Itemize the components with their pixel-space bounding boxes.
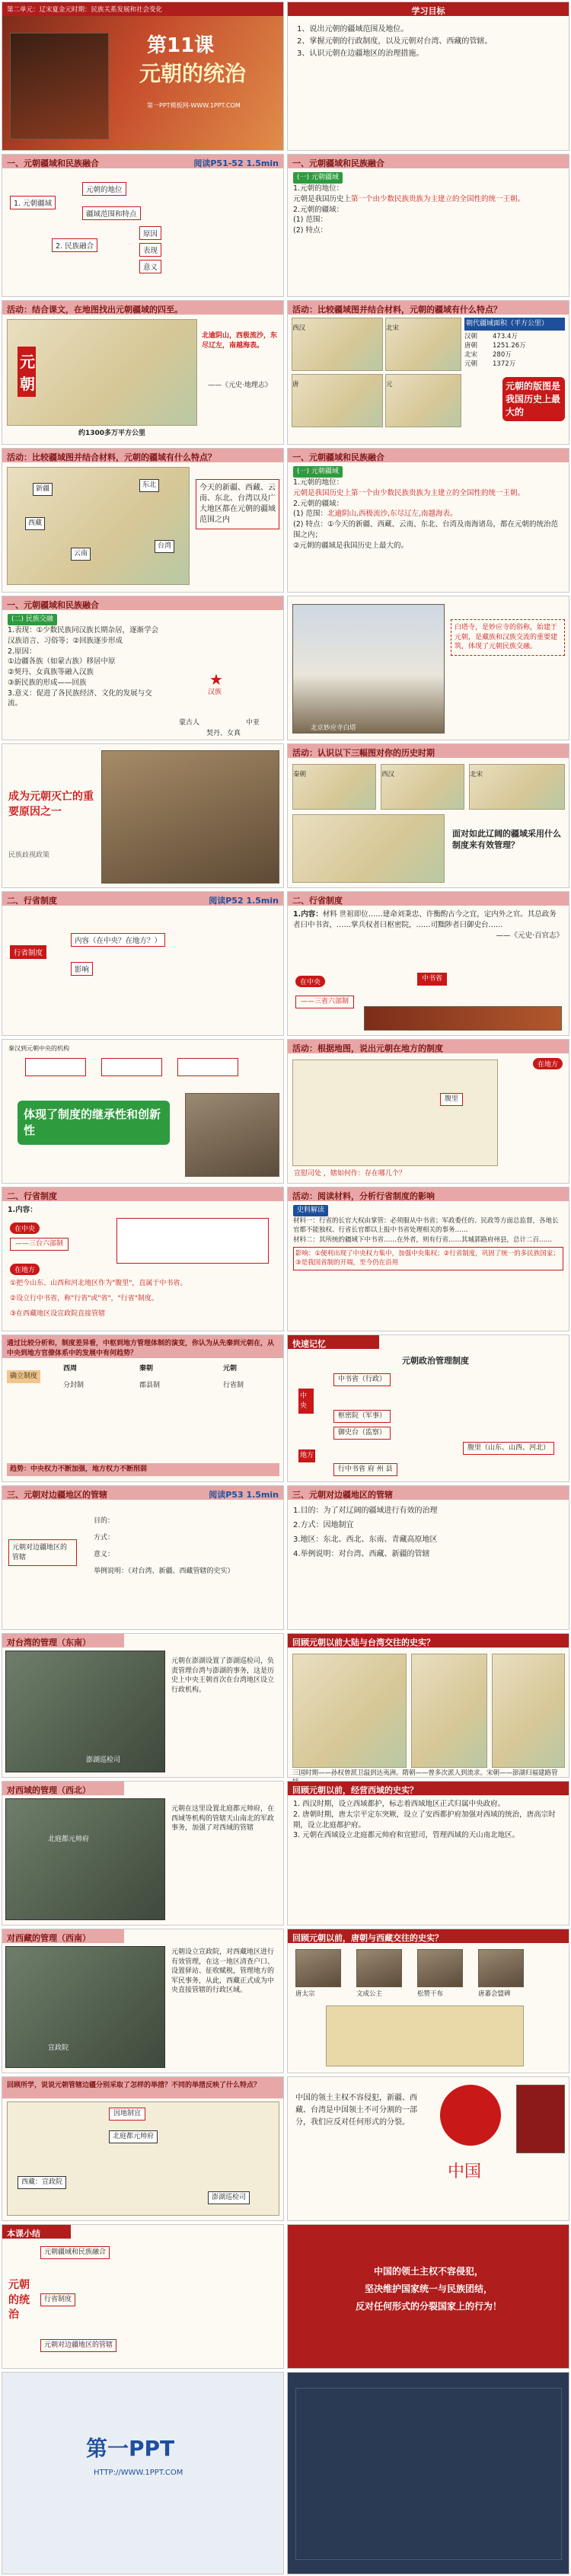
slide-frontier-summary[interactable]	[2, 2076, 284, 2221]
para: ②元朝的疆域是我国历史上最大的。	[293, 541, 409, 550]
outline-item: 目的：	[94, 1517, 115, 1525]
label: 唐蕃会盟碑	[478, 1990, 511, 1998]
table-title: 朝代疆域面积（平方公里）	[464, 318, 565, 331]
footer-panel	[295, 2388, 562, 2560]
map-3	[492, 1654, 565, 1768]
outline-node: 表现	[139, 243, 161, 257]
star-icon: ★	[209, 670, 223, 689]
map-label: 北庭都元帅府	[109, 2130, 158, 2143]
slide-header: 一、元朝疆域和民族融合	[2, 596, 283, 610]
emblem	[440, 2085, 501, 2146]
taiwan-map	[5, 1651, 165, 1772]
para: 1.表现：①少数民族同汉族长期杂居，逐渐学会汉族语言、习俗等；②回族逐步形成	[8, 626, 159, 645]
center-label: 因地制宜	[109, 2108, 145, 2121]
map-xihan: 西汉	[381, 764, 464, 810]
region-note: 今天的新疆、西藏、云南、东北、台湾以及广大地区都在元朝的疆域范围之内	[196, 479, 279, 529]
tag-local: 在地方	[10, 1264, 40, 1275]
map-1	[292, 1654, 407, 1768]
para: 1.内容：	[8, 1206, 37, 1214]
slide-header: 本课小结	[2, 2225, 71, 2239]
portrait	[185, 1093, 279, 1177]
slide-discrimination[interactable]	[2, 743, 284, 888]
slide-header: 三、元朝对边疆地区的管辖 阅读P53 1.5min	[2, 1486, 283, 1500]
slide-outline-2[interactable]	[2, 891, 284, 1036]
diagram-center: 汉族	[208, 689, 222, 696]
slide-header: 对西藏的管理（西南）	[2, 1929, 124, 1943]
col-head: 秦朝	[139, 1365, 154, 1373]
org-row: 行中书省 府 州 县	[333, 1463, 397, 1476]
summary-branch: 元朝对边疆地区的管辖	[40, 2339, 116, 2352]
xiyu-map	[5, 1798, 165, 1920]
slide-influence[interactable]	[287, 1187, 569, 1331]
outline-root: 行省制度	[10, 945, 46, 959]
slide-central-system[interactable]	[287, 891, 569, 1036]
slide-header: 活动：比较疆域图并结合材料，元朝的疆域有什么特点？	[288, 301, 569, 315]
outline-node: 原因	[139, 226, 161, 240]
summary-root: 元朝的统治	[8, 2279, 30, 2322]
point-b: ②设立行中书省，称"行省"或"省"，"行省"制度。	[10, 1295, 158, 1302]
slide-header: 一、元朝疆域和民族融合 阅读P51-52 1.5min	[2, 155, 283, 168]
slide-header: 活动：比较疆域图并结合材料，元朝的疆域有什么特点？	[2, 449, 283, 462]
slide-goals[interactable]	[287, 2, 569, 151]
outline-node: 疆域范围和特点	[82, 206, 141, 220]
point-c: ③在西藏地区设宣政院直接管辖	[10, 1310, 106, 1318]
para: 2. 唐朝时期，唐太宗平定东突厥，设立了安西都护府加强对西域的统治，唐高宗时期，设立北庭都护府。	[293, 1810, 556, 1830]
pagoda-photo	[292, 604, 445, 733]
map-han: 西汉	[292, 318, 383, 371]
portrait	[417, 1949, 463, 1987]
quote: 北逾阴山，西极流沙，东尽辽左，南越海表。	[202, 332, 278, 350]
fuli-box: 腹里（山东、山西、河北）	[463, 1442, 554, 1455]
tag-central: 在中央	[10, 1222, 40, 1234]
slide-territory-answer[interactable]	[287, 448, 569, 593]
lesson-number: 第11课	[147, 34, 215, 57]
org-row: 中书省（行政）	[333, 1373, 391, 1386]
slide-taiwan-history[interactable]	[287, 1633, 569, 1778]
slide-three-maps[interactable]	[287, 743, 569, 888]
diagram-bottom: 契丹、女真	[206, 730, 241, 737]
map-yuan: 元	[385, 374, 461, 427]
slide-local-map[interactable]	[287, 1039, 569, 1184]
slide-summary[interactable]	[2, 2224, 284, 2369]
map-label: 东北	[139, 479, 159, 492]
quote-source: ——《元史·地理志》	[208, 382, 272, 389]
map-label: 北庭都元帅府	[48, 1836, 90, 1843]
label: 唐太宗	[295, 1990, 315, 1998]
slide-frontier-answer[interactable]	[287, 1485, 569, 1630]
slide-xiyu[interactable]	[2, 1781, 284, 1926]
goal-3: 3、认识元朝在边疆地区的治理措施。	[297, 50, 424, 58]
slide-territory[interactable]	[287, 154, 569, 297]
slide-tibet[interactable]	[2, 1929, 284, 2073]
question: 宣慰司处 ，辖如何作：存在哪几个？	[294, 1170, 406, 1178]
conclusion-note: 元朝的版图是我国历史上最大的	[502, 377, 565, 421]
slide-memory[interactable]	[287, 1334, 569, 1482]
outline-node: 影响	[71, 962, 93, 976]
slide-comparison[interactable]	[2, 1334, 284, 1482]
slide-header: 二、行省制度 阅读P52 1.5min	[2, 892, 283, 906]
map-tang: 唐	[292, 374, 383, 427]
cell: 行省制	[223, 1382, 244, 1389]
answer-item: 3.地区：东北、西北、东南、青藏高原地区	[293, 1536, 438, 1544]
para: ②契丹、女真族等融入汉族	[8, 668, 94, 677]
para: 1.元朝的地位：	[293, 184, 344, 193]
section-tag: (一) 元朝疆域	[293, 466, 343, 478]
slide-footer[interactable]	[287, 2372, 569, 2574]
para: 2.原因：	[8, 647, 37, 656]
fuli-label: 腹里	[440, 1093, 463, 1106]
tag-central: 在中央	[295, 976, 325, 987]
org-box	[101, 1058, 162, 1076]
slide-header: 回顾元朝以前，经营西域的史实？	[288, 1782, 569, 1795]
slide-header: 活动：认识以下三幅图对你的历史时期	[288, 744, 569, 758]
slide-ethnic[interactable]	[2, 596, 284, 740]
outline-node: 意义	[139, 260, 161, 273]
slide-closing[interactable]	[287, 2224, 569, 2369]
summary-branch: 行省制度	[40, 2293, 75, 2306]
central-label: 中央	[298, 1389, 314, 1414]
col-head: 元朝	[223, 1365, 238, 1373]
outline-node: 内容（在中央？在地方？）	[71, 933, 165, 947]
yuan-label: 元朝	[18, 347, 36, 397]
para: ①边疆各族（如蒙古族）移居中原	[8, 657, 116, 666]
para: (2) 特点：①今天的新疆、西藏、云南、东北、台湾及南海诸岛，都在元朝的统治范围之内；	[293, 520, 558, 539]
province-map	[292, 1059, 498, 1166]
para: (1) 范围：	[293, 510, 327, 519]
org-chart	[116, 1218, 269, 1264]
material-2: 材料二：其所统的疆域下中书省……在外者，则有行省……其城郭路府州县，总计二百……	[293, 1235, 553, 1244]
slide-header: 回顾所学，说说元朝管辖边疆分别采取了怎样的举措？不同的举措反映了什么特点？	[2, 2077, 283, 2098]
outline-root: 元朝对边疆地区的管辖	[8, 1539, 77, 1566]
map-label: 西藏：宣政院	[18, 2176, 66, 2189]
closing-text: 中国的领土主权不容侵犯， 坚决维护国家统一与民族团结， 反对任何形式的分裂国家上的行为！	[355, 2266, 502, 2312]
caption: 三国时期——孙权曾派卫温到达夷洲。隋朝——曾多次派人到流求。宋朝——澎湖归福建路管	[292, 1769, 558, 1777]
map-yuan	[292, 814, 445, 883]
brand-logo: 第一PPT	[86, 2436, 175, 2461]
org-bar: ——三台六部制	[10, 1238, 69, 1251]
slide-header: 通过比较分析和，制度差异看，中枢到地方管理体制的演变，你认为从先秦到元朝在，从中央到地方官僚体系中的发展中有何趋势？	[2, 1335, 283, 1358]
stele-photo	[478, 1949, 524, 1987]
slide-header: 学习目标	[288, 2, 569, 16]
goal-1: 1、说出元朝的疆域范围及地位。	[297, 25, 409, 34]
slide-tibet-history[interactable]	[287, 1929, 569, 2073]
outline-node: 2. 民族融合	[52, 238, 97, 252]
para-highlight: 第一个由少数民族贵族为主建立的全国性的统一王朝。	[351, 194, 525, 203]
slide-brand[interactable]	[2, 2372, 284, 2574]
org-box	[25, 1058, 86, 1076]
sovereignty-note: 中国的领土主权不容侵犯，新疆、西藏、台湾是中国领土不可分割的一部分，我们应反对任何形式的分裂。	[295, 2094, 417, 2127]
chart-title: 秦汉到元朝中央的机构	[8, 1045, 69, 1052]
map-2	[411, 1654, 487, 1768]
slide-map-yuan[interactable]	[2, 300, 284, 445]
area-table: 汉朝 473.4万 唐朝 1251.26万 北宋 280万 元朝 1372万	[464, 333, 526, 368]
para: 1. 西汉时期，设立西域都护，标志着西域地区正式归属中央政府。	[293, 1800, 506, 1808]
para: 2.元朝的疆域：	[293, 499, 344, 508]
summary-branch: 元朝疆域和民族融合	[40, 2246, 110, 2259]
outline-item: 举例说明：（对台湾、新疆、西藏管辖的史实）	[94, 1568, 234, 1575]
tag-local: 在地方	[533, 1058, 563, 1069]
answer-item: 1.目的：为了对辽阔的疆域进行有效的治理	[293, 1507, 438, 1515]
tibet-map	[326, 2006, 524, 2066]
outline-node: 元朝的地位	[82, 182, 126, 196]
unit-banner: 第二单元：辽宋夏金元时期：民族关系发展和社会变化	[2, 2, 283, 16]
para: 1.元朝的地位：	[293, 478, 344, 487]
org-row: 御史台（监察）	[333, 1427, 391, 1440]
portrait	[356, 1949, 402, 1987]
tibet-map	[5, 1946, 165, 2068]
diagram-left: 蒙古人	[179, 719, 200, 727]
book-cover	[516, 2085, 565, 2153]
point-a: ①把今山东、山西和河北地区作为"腹里"，直属于中书省。	[10, 1280, 187, 1287]
quote: 材料 世祖即位……建命刘秉忠、许衡酌古今之宜，定内外之官。其总政务者曰中书省，……掌兵权者曰枢密院，……司黜陟者曰御史台……	[293, 910, 557, 929]
highlight-banner: 体现了制度的继承性和创新性	[18, 1101, 170, 1145]
para: (2) 特点：	[293, 226, 327, 235]
brand-line: 第一PPT模板网-WWW.1PPT.COM	[147, 102, 241, 109]
answer-item: 2.方式：因地制宜	[293, 1521, 354, 1529]
slide-header: 一、元朝疆域和民族融合	[288, 449, 569, 462]
map-label: 宣政院	[48, 2044, 69, 2052]
section-tag: (一) 元朝疆域	[293, 172, 343, 184]
cell: 分封制	[63, 1382, 85, 1389]
slide-header: 二、行省制度	[2, 1187, 283, 1201]
para: 2.元朝的疆域：	[293, 205, 344, 214]
slide-header: 对西域的管理（西北）	[2, 1782, 124, 1795]
outline-item: 意义：	[94, 1551, 115, 1558]
slide-compare-maps[interactable]	[287, 300, 569, 445]
outline-item: 方式：	[94, 1534, 115, 1542]
slide-header: 二、行省制度	[288, 892, 569, 906]
source-tag: 史料解读	[293, 1205, 328, 1216]
map-label: 新疆	[33, 483, 53, 496]
slide-header: 快速记忆	[288, 1335, 379, 1349]
slide-taiwan[interactable]	[2, 1633, 284, 1778]
slide-innovation[interactable]	[2, 1039, 284, 1184]
label: 文成公主	[356, 1990, 383, 1998]
row-label: 确立制度	[7, 1370, 40, 1383]
para: 3. 元朝在西域设立北庭都元帅府和宣慰司，管理西域的天山南北地区。	[293, 1831, 520, 1840]
cavalry-image	[10, 33, 109, 139]
org-bar: ——三省六部制	[295, 996, 354, 1008]
para: (1) 范围：	[293, 216, 327, 225]
chart-title: 元朝政治管理制度	[402, 1356, 469, 1366]
slide-province-system[interactable]	[2, 1187, 284, 1331]
lesson-title: 元朝的统治	[139, 61, 247, 86]
slide-header: 回顾元朝以前，唐朝与西藏交往的史实？	[288, 1929, 569, 1943]
area-label: 约1300多万平方公里	[78, 430, 146, 437]
slide-outline-3[interactable]	[2, 1485, 284, 1630]
tibet-text: 元朝设立宣政院，对西藏地区进行有效管理，在这一地区清查户口、设置驿站、征收赋税，管理地方的军民事务，从此，西藏正式成为中央直接管辖的行政区域。	[171, 1948, 275, 1995]
org-root: 中书省	[417, 973, 447, 986]
slide-header: 活动：阅读材料，分析行省制度的影响	[288, 1187, 569, 1201]
para: 1.内容：	[293, 910, 323, 919]
diagram-right: 中亚	[246, 719, 260, 727]
local-label: 地方	[298, 1449, 315, 1462]
xiyu-text: 元朝在这里设置北庭都元帅府，在西域等机构的管辖天山南北的军政事务，加强了对西域的管辖	[171, 1805, 275, 1833]
map-label: 西藏	[25, 517, 45, 530]
quote-source: ——《元史·百官志》	[496, 931, 563, 940]
slide-sovereignty[interactable]	[287, 2076, 569, 2221]
pagoda-note: 白塔寺，是妙应寺的俗称，始建于元朝，是藏族和汉族交流的重要建筑，体现了元朝民族交融。	[451, 619, 565, 656]
map-qin: 秦朝	[292, 764, 376, 810]
slide-header: 一、元朝疆域和民族融合	[288, 155, 569, 168]
para-highlight: 北逾阴山,西极流沙,东尽辽左,南越海表。	[327, 510, 458, 519]
section-tag: (二) 民族交融	[8, 614, 57, 625]
trend: 趋势：中央权力不断加强，地方权力不断削弱	[7, 1463, 279, 1476]
map-label: 澎湖巡检司	[208, 2191, 250, 2204]
slide-cover[interactable]	[2, 2, 284, 151]
palace-photo	[364, 1006, 562, 1031]
slide-outline-1[interactable]	[2, 154, 284, 297]
org-row: 枢密院（军事）	[333, 1410, 391, 1423]
map-label: 台湾	[155, 540, 174, 553]
brand-url: HTTP://WWW.1PPT.COM	[94, 2469, 183, 2477]
slide-header: 活动：根据地图，说出元朝在地方的制度	[288, 1040, 569, 1053]
history-painting	[101, 750, 279, 884]
para: ③新民族的形成——回族	[8, 678, 87, 687]
slide-header: 对台湾的管理（东南）	[2, 1634, 124, 1648]
slide-yuan-region[interactable]	[2, 448, 284, 593]
map-beisong: 北宋	[469, 764, 565, 810]
label: 松赞干布	[417, 1990, 444, 1998]
material-1: 材料一：行省的长官大权由掌管：必须服从中书省；军政委任的、民政等方面总监督，各地长官都不能独权、行省长官都以上报中书省处理相关的事务……	[293, 1217, 559, 1235]
slide-white-pagoda[interactable]	[287, 596, 569, 740]
map-label: 澎湖巡检司	[86, 1756, 121, 1764]
answer-item: 4.举例说明：对台湾、西藏、新疆的管辖	[293, 1550, 430, 1558]
map-song: 北宋	[385, 318, 461, 371]
china-stamp: 中国	[448, 2162, 482, 2181]
slide-xiyu-history[interactable]	[287, 1781, 569, 1926]
col-head: 西周	[63, 1365, 78, 1373]
slide-title: 成为元朝灭亡的重要原因之一	[8, 791, 94, 818]
org-box	[177, 1058, 238, 1076]
para: 元朝是我国历史上	[293, 194, 352, 203]
goal-2: 2、掌握元朝的行政制度，以及元朝对台湾、西藏的管辖。	[297, 37, 493, 46]
cell: 郡县制	[139, 1382, 161, 1389]
map-label: 云南	[71, 548, 91, 561]
slide-sub: 民族歧视政策	[8, 852, 50, 859]
para-highlight: 元朝是我国历史上第一个由少数民族贵族为主建立的全国性的统一王朝。	[293, 488, 525, 497]
portrait	[295, 1949, 341, 1987]
slide-header: 活动：结合课文，在地图找出元朝疆域的四至。	[2, 301, 283, 315]
photo-caption: 北京妙应寺白塔	[311, 724, 356, 732]
outline-node: 1. 元朝疆域	[10, 196, 56, 209]
question: 面对如此辽阔的疆域采用什么制度来有效管理？	[452, 829, 561, 851]
slide-header: 三、元朝对边疆地区的管辖	[288, 1486, 569, 1500]
slide-header: 回顾元朝以前大陆与台湾交往的史实？	[288, 1634, 569, 1648]
taiwan-text: 元朝在澎湖设置了澎湖巡检司，负责管理台湾与澎湖的事务，这是历史上中央王朝首次在台湾地区设立行政机构。	[171, 1657, 275, 1694]
influence: 影响：①便利出现了中央权力集中，加强中央集权；②行省制度，巩固了统一的多民族国家；③是我国省制的开端，至今仍在沿用	[293, 1247, 563, 1270]
para: 3.意义：促进了各民族经济、文化的发展与交流。	[8, 689, 152, 708]
